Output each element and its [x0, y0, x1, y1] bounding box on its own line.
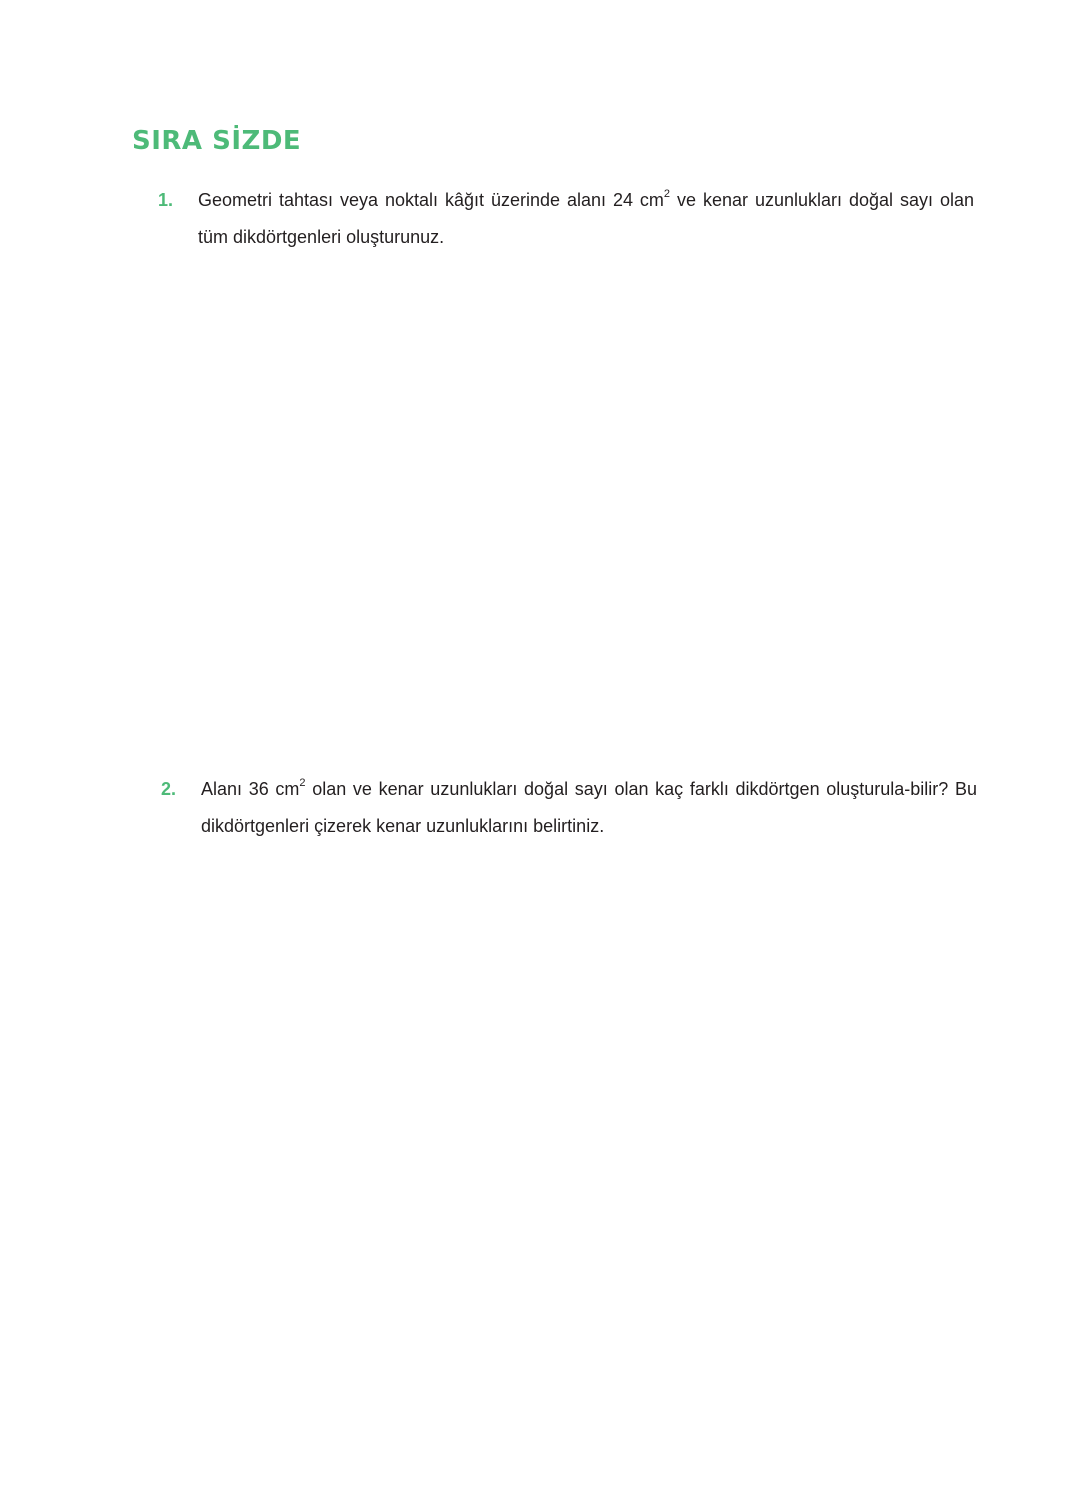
question-1: [158, 182, 974, 256]
section-title: SIRA SİZDE: [132, 126, 302, 156]
question-number: 2.: [161, 779, 177, 799]
superscript: 2: [299, 777, 306, 789]
question-text-part: Geometri tahtası veya noktalı kâğıt üzerinde alanı 24 cm: [198, 190, 664, 210]
question-text-part: olan ve kenar uzunlukları doğal sayı olan kaç farklı dikdörtgen oluşturula-bilir? Bu dikdörtgenleri çizerek kenar uzunluklarını belirtiniz.: [201, 779, 978, 836]
question-number: 1.: [158, 190, 174, 210]
question-2: [161, 771, 978, 845]
question-text: [198, 182, 974, 256]
superscript: 2: [663, 188, 671, 200]
question-text-part: Alanı 36 cm: [201, 779, 300, 799]
question-text-part: ve kenar uzunlukları doğal sayı olan tüm dikdörtgenleri oluşturunuz.: [198, 190, 974, 247]
question-text: [201, 771, 977, 845]
